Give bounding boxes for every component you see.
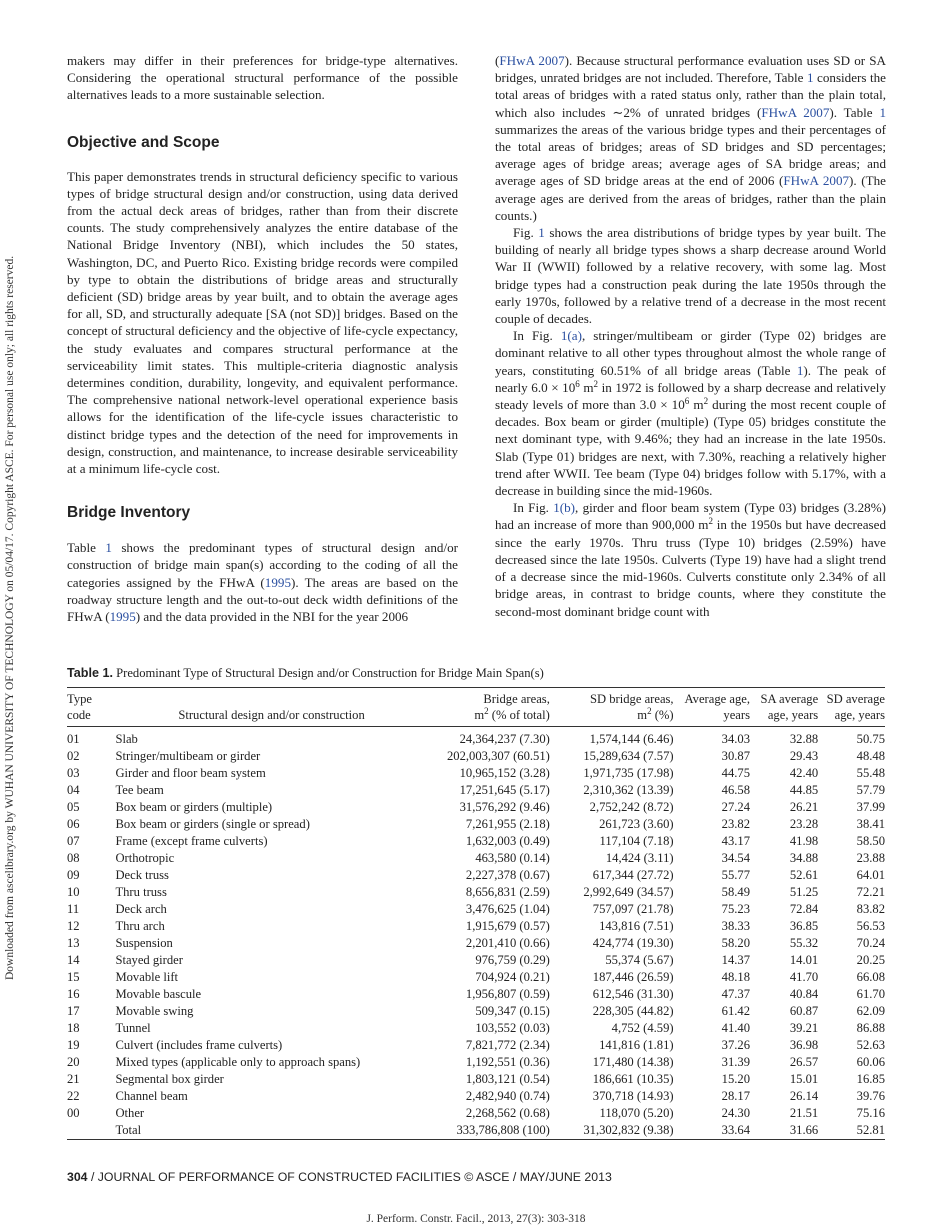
cell-type-code: 04: [67, 783, 80, 797]
table-row: [67, 935, 885, 952]
cell-bridge-area: 3,476,625 (1.04): [465, 902, 550, 916]
table-row: [67, 1071, 885, 1088]
cell-sa-average-age: 52.61: [789, 868, 819, 882]
cell-sa-average-age: 44.85: [789, 783, 819, 797]
cell-sa-average-age: 40.84: [789, 987, 819, 1001]
cell-average-age: 48.18: [721, 970, 750, 984]
cell-type-code: 12: [67, 919, 80, 933]
cell-sd-area: 2,310,362 (13.39): [583, 783, 674, 797]
cell-sd-area: 171,480 (14.38): [592, 1055, 674, 1069]
table-total-row: [67, 1122, 885, 1140]
table-1-link[interactable]: 1: [879, 104, 886, 120]
cell-sa-average-age: 72.84: [789, 902, 819, 916]
cell-structural-design: Suspension: [115, 936, 173, 950]
table-row: [67, 884, 885, 901]
cell-structural-design: Orthotropic: [115, 851, 175, 865]
cell-bridge-area: 509,347 (0.15): [475, 1004, 550, 1018]
cell-average-age: 58.20: [721, 936, 750, 950]
right-column: [495, 52, 886, 620]
cell-sd-area: 617,344 (27.72): [592, 868, 674, 882]
cell-bridge-area: 1,956,807 (0.59): [465, 987, 550, 1001]
cell-sd-average-age: 38.41: [856, 817, 885, 831]
cell-sd-average-age: 52.81: [821, 1122, 885, 1140]
cell-bridge-area: 7,261,955 (2.18): [465, 817, 550, 831]
cell-bridge-area: 1,632,003 (0.49): [465, 834, 550, 848]
cell-sd-average-age: 72.21: [856, 885, 885, 899]
cell-type-code: 16: [67, 987, 80, 1001]
cell-type-code: 20: [67, 1055, 80, 1069]
cell-type-code: 14: [67, 953, 80, 967]
cell-bridge-area: 8,656,831 (2.59): [465, 885, 550, 899]
cell-structural-design: Thru arch: [115, 919, 165, 933]
cell-structural-design: Culvert (includes frame culverts): [115, 1038, 283, 1052]
cell-bridge-area: 2,201,410 (0.66): [465, 936, 550, 950]
cell-structural-design: Channel beam: [115, 1089, 188, 1103]
table-header-row: [67, 688, 885, 727]
cell-structural-design: Movable swing: [115, 1004, 194, 1018]
cell-structural-design: Frame (except frame culverts): [115, 834, 268, 848]
cell-type-code: 03: [67, 766, 80, 780]
cell-sd-average-age: 20.25: [856, 953, 885, 967]
cell-sd-area: 2,992,649 (34.57): [583, 885, 674, 899]
cell-type-code: 08: [67, 851, 80, 865]
cell-structural-design: Stringer/multibeam or girder: [115, 749, 261, 763]
cell-sa-average-age: 29.43: [789, 749, 819, 763]
table-row: [67, 1088, 885, 1105]
cell-bridge-area: 202,003,307 (60.51): [447, 749, 550, 763]
cell-type-code: 01: [67, 732, 80, 746]
fig1-paragraph: Fig. 1 shows the area distributions of bridge types by year built. The building of nearly all bridge types shows a sharp decrease around World War II (WWII) followed by a relative recovery, with some lag. Most bridge types had a construction peak during the late 1950s through the early 1970s, followed by a relative trend of a decrease in the most recent couple of decades.: [495, 225, 886, 327]
cell-type-code: 17: [67, 1004, 80, 1018]
table-body: [67, 727, 885, 1140]
cell-bridge-area: 2,268,562 (0.68): [465, 1106, 550, 1120]
cell-average-age: 15.20: [721, 1072, 750, 1086]
cell-structural-design: Box beam or girders (single or spread): [115, 817, 310, 831]
cell-sa-average-age: 14.01: [789, 953, 819, 967]
cell-sa-average-age: 60.87: [789, 1004, 819, 1018]
table-row: [67, 765, 885, 782]
ref-fhwa-1995-link[interactable]: 1995: [264, 574, 291, 590]
cell-average-age: 30.87: [721, 749, 750, 763]
table-1-link[interactable]: 1: [105, 540, 112, 556]
cell-sd-area: 757,097 (21.78): [592, 902, 674, 916]
cell-type-code: [67, 1122, 115, 1140]
cell-structural-design: Segmental box girder: [115, 1072, 224, 1086]
cell-bridge-area: 976,759 (0.29): [475, 953, 550, 967]
cell-sd-area: 424,774 (19.30): [592, 936, 674, 950]
cell-sa-average-age: 32.88: [789, 732, 819, 746]
fig-1a-link[interactable]: 1(a): [560, 328, 582, 344]
citation-line: J. Perform. Constr. Facil., 2013, 27(3): 303-318: [366, 1213, 586, 1225]
page-number: 304: [67, 1170, 88, 1184]
cell-bridge-area: 17,251,645 (5.17): [459, 783, 550, 797]
cell-sd-average-age: 60.06: [856, 1055, 885, 1069]
table-row: [67, 986, 885, 1003]
inventory-heading: Bridge Inventory: [67, 504, 191, 522]
table-caption: [67, 665, 885, 681]
table-row: [67, 833, 885, 850]
cell-sd-area: 261,723 (3.60): [599, 817, 674, 831]
cell-sd-average-age: 55.48: [856, 766, 885, 780]
intro-paragraph: makers may differ in their preferences for bridge-type alternatives. Considering the operational structural performance of the possible alternatives leads to a more sustainable selection.: [67, 53, 458, 103]
bridge-type-table: [67, 687, 885, 1140]
cell-type-code: 02: [67, 749, 80, 763]
cell-sd-area: 228,305 (44.82): [592, 1004, 674, 1018]
table-caption-text: Predominant Type of Structural Design and/or Construction for Bridge Main Span(s): [112, 666, 544, 680]
objective-paragraph: This paper demonstrates trends in structural deficiency specific to various types of bridge structural design and/or construction, using data derived from the actual deck areas of bridges, rather than from their discrete counts. The study comprehensively analyzes the entire database of the National Bridge Inventory (NBI), which includes the 50 states, Washington, DC, and Puerto Rico. Existing bridge records were compiled by type to obtain the distributions of bridge areas and structurally deficient (SD) bridge areas by year built, and to obtain the average ages for all, SD, and structurally adequate [SA (not SD)] bridges. Based on the concept of structural deficiency and the objective of life-cycle expectancy, the study evaluates and compares structural performance at the serviceability limit states. This multiple-criteria diagnostic analysis determines condition, durability, longevity, and equivalent performance. The comprehensive national network-level operational experience basis allows for the identification of the life-cycle issues characteristic to distinct bridge types and the detection of the need for improvements in design, construction, and maintenance, to increase desirable serviceability at a minimum life-cycle cost.: [67, 168, 458, 477]
cell-average-age: 41.40: [721, 1021, 750, 1035]
cell-sd-area: 15,289,634 (7.57): [583, 749, 674, 763]
cell-sd-average-age: 83.82: [856, 902, 885, 916]
download-notice-text: Downloaded from ascelibrary.org by WUHAN UNIVERSITY OF TECHNOLOGY on 05/04/17. Copyright ASCE. For personal use only; all rights reserved.: [4, 255, 16, 980]
cell-type-code: 19: [67, 1038, 80, 1052]
cell-average-age: 55.77: [721, 868, 750, 882]
cell-sa-average-age: 51.25: [789, 885, 819, 899]
cell-sd-area: 143,816 (7.51): [599, 919, 674, 933]
table-row: [67, 867, 885, 884]
cell-type-code: 21: [67, 1072, 80, 1086]
cell-sd-area: 4,752 (4.59): [611, 1021, 674, 1035]
cell-bridge-area: 1,915,679 (0.57): [465, 919, 550, 933]
col-header-sd-average-age: SD average age, years: [821, 688, 885, 727]
cell-structural-design: Deck truss: [115, 868, 169, 882]
cell-bridge-area: 463,580 (0.14): [475, 851, 550, 865]
table-row: [67, 952, 885, 969]
cell-average-age: 34.54: [721, 851, 750, 865]
cell-sd-area: 14,424 (3.11): [605, 851, 674, 865]
cell-sa-average-age: 26.57: [789, 1055, 819, 1069]
cell-type-code: 15: [67, 970, 80, 984]
page-footer: [67, 1170, 612, 1184]
cell-sa-average-age: 55.32: [789, 936, 819, 950]
table-row: [67, 1003, 885, 1020]
cell-sd-area: 1,574,144 (6.46): [589, 732, 674, 746]
cell-bridge-area: 31,576,292 (9.46): [459, 800, 550, 814]
ref-fhwa-2007-link[interactable]: FHwA 2007: [761, 104, 830, 120]
cell-sd-area: 118,070 (5.20): [599, 1106, 674, 1120]
cell-structural-design: Total: [115, 1122, 409, 1140]
table-row: [67, 1037, 885, 1054]
cell-average-age: 14.37: [721, 953, 750, 967]
cell-sa-average-age: 15.01: [789, 1072, 819, 1086]
cell-type-code: 05: [67, 800, 80, 814]
cell-sa-average-age: 36.98: [789, 1038, 819, 1052]
cell-bridge-area: 704,924 (0.21): [475, 970, 550, 984]
cell-type-code: 10: [67, 885, 80, 899]
cell-sd-average-age: 70.24: [856, 936, 885, 950]
cell-sa-average-age: 41.98: [789, 834, 819, 848]
col-header-sa-average-age: SA average age, years: [753, 688, 821, 727]
cell-average-age: 37.26: [721, 1038, 750, 1052]
col-header-average-age: Average age, years: [674, 688, 753, 727]
fig1b-paragraph: In Fig. 1(b), girder and floor beam system (Type 03) bridges (3.28%) had an increase of more than 900,000 $m^2$ in the 1950s but have decreased since the early 1970s. Thru truss (Type 10) bridges (2.59%) have decreased since the late 1950s. Culverts (Type 19) have had a slight trend of a decrease since the mid-1960s. Culverts constitute only 2.34% of all bridge areas, in contrast to bridge counts, where they constitute the second-most dominant bridge count with: [495, 500, 886, 619]
col-header-type-code: Type code: [67, 688, 115, 727]
cell-bridge-area: 10,965,152 (3.28): [459, 766, 550, 780]
ref-fhwa-2007-link[interactable]: FHwA 2007: [783, 173, 850, 189]
cell-sd-area: 117,104 (7.18): [599, 834, 674, 848]
table-row: [67, 1105, 885, 1122]
cell-structural-design: Slab: [115, 732, 138, 746]
cell-average-age: 75.23: [721, 902, 750, 916]
cell-sa-average-age: 34.88: [789, 851, 819, 865]
table-label: Table 1.: [67, 666, 113, 680]
cell-average-age: 24.30: [721, 1106, 750, 1120]
table-row: [67, 1020, 885, 1037]
cell-average-age: 46.58: [721, 783, 750, 797]
cell-type-code: 09: [67, 868, 80, 882]
table-row: [67, 918, 885, 935]
objective-heading: Objective and Scope: [67, 133, 220, 151]
table-row: [67, 748, 885, 765]
cell-average-age: 44.75: [721, 766, 750, 780]
cell-sd-area: 612,546 (31.30): [592, 987, 674, 1001]
table-row: [67, 727, 885, 749]
table-1-link[interactable]: 1: [796, 362, 804, 378]
cell-sa-average-age: 39.21: [789, 1021, 819, 1035]
cell-bridge-area: 2,227,378 (0.67): [465, 868, 550, 882]
cell-sa-average-age: 36.85: [789, 919, 819, 933]
cell-average-age: 33.64: [674, 1122, 753, 1140]
cell-average-age: 31.39: [721, 1055, 750, 1069]
cell-structural-design: Deck arch: [115, 902, 167, 916]
cell-bridge-area: 103,552 (0.03): [475, 1021, 550, 1035]
cell-average-age: 28.17: [721, 1089, 750, 1103]
cell-sd-area: 370,718 (14.93): [592, 1089, 674, 1103]
left-column: [67, 52, 458, 625]
fig-1b-link[interactable]: 1(b): [553, 500, 576, 516]
cell-bridge-area: 333,786,808 (100): [410, 1122, 553, 1140]
cell-type-code: 22: [67, 1089, 80, 1103]
cell-sd-average-age: 75.16: [856, 1106, 885, 1120]
cell-type-code: 11: [67, 902, 80, 916]
cell-sd-average-age: 86.88: [856, 1021, 885, 1035]
cell-structural-design: Thru truss: [115, 885, 167, 899]
table-row: [67, 850, 885, 867]
table-row: [67, 901, 885, 918]
cell-structural-design: Movable bascule: [115, 987, 202, 1001]
cell-sd-average-age: 39.76: [856, 1089, 885, 1103]
cell-structural-design: Girder and floor beam system: [115, 766, 266, 780]
cell-bridge-area: 1,803,121 (0.54): [465, 1072, 550, 1086]
cell-average-age: 34.03: [721, 732, 750, 746]
cell-sa-average-age: 26.21: [789, 800, 819, 814]
ref-fhwa-2007-link[interactable]: FHwA 2007: [499, 53, 565, 68]
cell-type-code: 00: [67, 1106, 80, 1120]
cell-sa-average-age: 23.28: [789, 817, 819, 831]
cell-sd-average-age: 61.70: [856, 987, 885, 1001]
cell-sa-average-age: 31.66: [753, 1122, 821, 1140]
col-header-sd-bridge-areas: SD bridge areas, $m^2$ (%): [553, 688, 674, 727]
cell-bridge-area: 7,821,772 (2.34): [465, 1038, 550, 1052]
fig1a-paragraph: In Fig. 1(a), stringer/multibeam or girder (Type 02) bridges are dominant relative to all other types throughout almost the whole range of years, constituting 60.51% of all bridge areas (Table 1). The peak of nearly $6.0 \times 10^6$ $m^2$ in 1972 is followed by a sharp decrease and relatively steady levels of more than $3.0 \times 10^6$ $m^2$ during the most recent couple of decades. Box beam or girder (multiple) (Type 05) bridges constitute the next dominant type, with 9.46%; they had an increase in the late 1950s. Slab (Type 01) bridges are next, with 7.30%, reaching a relatively higher trend after WWII. Tee beam (Type 04) bridges follow with 5.17%, with a decrease in building since the mid-1960s.: [495, 328, 887, 499]
cell-sa-average-age: 42.40: [789, 766, 819, 780]
table-row: [67, 816, 885, 833]
col-header-bridge-areas: Bridge areas, $m^2$ (% of total): [410, 688, 553, 727]
table-row: [67, 1054, 885, 1071]
cell-sd-average-age: 64.01: [856, 868, 885, 882]
cell-sd-area: 55,374 (5.67): [605, 953, 674, 967]
cell-average-age: 61.42: [721, 1004, 750, 1018]
journal-line: / JOURNAL OF PERFORMANCE OF CONSTRUCTED FACILITIES © ASCE / MAY/JUNE 2013: [87, 1170, 612, 1184]
cell-average-age: 23.82: [721, 817, 750, 831]
cell-structural-design: Mixed types (applicable only to approach spans): [115, 1055, 361, 1069]
cell-sd-average-age: 48.48: [856, 749, 885, 763]
ref-fhwa-1995-link[interactable]: 1995: [109, 609, 136, 625]
cell-sd-average-age: 58.50: [856, 834, 885, 848]
cell-sa-average-age: 26.14: [789, 1089, 819, 1103]
cell-bridge-area: 24,364,237 (7.30): [459, 732, 550, 746]
cell-type-code: 18: [67, 1021, 80, 1035]
cell-average-age: 27.24: [721, 800, 750, 814]
cell-average-age: 47.37: [721, 987, 750, 1001]
cell-sd-average-age: 66.08: [856, 970, 885, 984]
cell-structural-design: Tee beam: [115, 783, 164, 797]
cell-structural-design: Stayed girder: [115, 953, 183, 967]
cell-bridge-area: 2,482,940 (0.74): [465, 1089, 550, 1103]
cell-sa-average-age: 21.51: [789, 1106, 819, 1120]
cell-sd-area: 1,971,735 (17.98): [583, 766, 674, 780]
cell-average-age: 58.49: [721, 885, 750, 899]
cell-structural-design: Movable lift: [115, 970, 179, 984]
cell-bridge-area: 1,192,551 (0.36): [465, 1055, 550, 1069]
cell-sd-average-age: 57.79: [856, 783, 885, 797]
col-header-structural-design: Structural design and/or construction: [115, 688, 409, 727]
cell-sd-average-age: 23.88: [856, 851, 885, 865]
cell-average-age: 38.33: [721, 919, 750, 933]
inventory-paragraph: Table 1 shows the predominant types of structural design and/or construction of bridge main span(s) according to the coding of all the categories assigned by the FHwA (1995). The areas are based on the roadway structure length and the out-to-out deck width definitions of the FHwA (1995) and the data provided in the NBI for the year 2006: [67, 540, 459, 625]
cell-type-code: 06: [67, 817, 80, 831]
cell-sd-average-age: 16.85: [856, 1072, 885, 1086]
cell-sd-area: 31,302,832 (9.38): [553, 1122, 674, 1140]
cell-sd-area: 141,816 (1.81): [599, 1038, 674, 1052]
rated-status-paragraph: (FHwA 2007). Because structural performance evaluation uses SD or SA bridges, unrated bridges are not included. Therefore, Table 1 considers the total areas of bridges with a rated status only, rather than the plain total, which also includes ∼2% of unrated bridges (FHwA 2007). Table 1 summarizes the areas of the various bridge types and their percentages of the total areas of bridges; areas of SD bridges and SD percentages; average ages of bridge areas; average ages of SA bridge areas; and average ages of SD bridge areas at the end of 2006 (FHwA 2007). (The average ages are derived from the areas of bridges, rather than the plain counts.): [495, 53, 886, 223]
cell-sd-average-age: 37.99: [856, 800, 885, 814]
cell-sd-average-age: 52.63: [856, 1038, 885, 1052]
download-notice-margin: [2, 0, 20, 1232]
cell-sd-area: 187,446 (26.59): [592, 970, 674, 984]
cell-average-age: 43.17: [721, 834, 750, 848]
table-1-link[interactable]: 1: [807, 70, 814, 86]
cell-sd-area: 186,661 (10.35): [592, 1072, 674, 1086]
table-1: [67, 665, 885, 1140]
cell-structural-design: Other: [115, 1106, 145, 1120]
cell-structural-design: Box beam or girders (multiple): [115, 800, 273, 814]
cell-sd-average-age: 56.53: [856, 919, 885, 933]
table-row: [67, 799, 885, 816]
cell-sd-average-age: 50.75: [856, 732, 885, 746]
cell-structural-design: Tunnel: [115, 1021, 151, 1035]
cell-type-code: 13: [67, 936, 80, 950]
cell-sa-average-age: 41.70: [789, 970, 819, 984]
cell-sd-average-age: 62.09: [856, 1004, 885, 1018]
table-row: [67, 782, 885, 799]
fig-1-link[interactable]: 1: [538, 225, 545, 241]
cell-type-code: 07: [67, 834, 80, 848]
table-row: [67, 969, 885, 986]
cell-sd-area: 2,752,242 (8.72): [589, 800, 674, 814]
